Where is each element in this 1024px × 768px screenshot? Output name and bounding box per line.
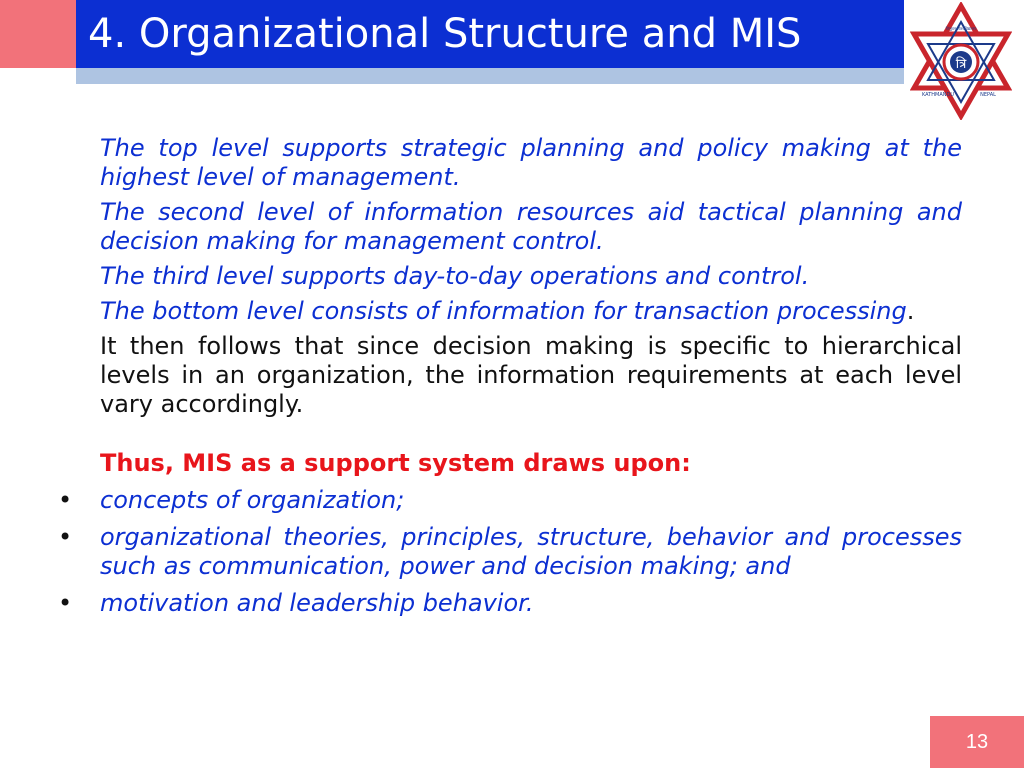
list-item-text: motivation and leadership behavior.	[100, 589, 534, 617]
bullet-icon: •	[58, 486, 73, 514]
list-item-text: concepts of organization;	[100, 486, 405, 514]
logo-center-glyph: त्रि	[955, 57, 967, 72]
bullet-list	[58, 486, 962, 618]
paragraph-bottom-level	[100, 297, 962, 326]
list-item	[58, 523, 962, 581]
paragraph-third-level: The third level supports day-to-day operations and control.	[100, 262, 810, 290]
slide-title: 4. Organizational Structure and MIS	[88, 11, 802, 57]
section-heading: Thus, MIS as a support system draws upon:	[100, 449, 691, 477]
logo-top-text: त्रिभुवन विश्वविद्यालय	[945, 26, 977, 31]
slide-body	[58, 134, 962, 626]
logo-text-nepal: NEPAL	[980, 92, 996, 98]
paragraph-top-level: The top level supports strategic planning and policy making at the highest level of management.	[100, 134, 962, 191]
title-underbar	[76, 68, 904, 84]
bullet-icon: •	[58, 589, 73, 617]
university-logo-icon	[910, 2, 1012, 120]
bullet-icon: •	[58, 523, 73, 551]
paragraph-second-level: The second level of information resources aid tactical planning and decision making for management control.	[100, 198, 962, 255]
list-item-text: organizational theories, principles, structure, behavior and processes such as communication, power and decision making; and	[100, 523, 962, 580]
list-item	[58, 486, 962, 515]
page-number-box	[930, 716, 1024, 768]
paragraph-conclusion: It then follows that since decision making is specific to hierarchical levels in an organization, the information requirements at each level vary accordingly.	[100, 332, 962, 418]
header-accent-block	[0, 0, 76, 68]
page-number: 13	[965, 731, 989, 753]
logo-text-kathmandu: KATHMANDU	[921, 92, 955, 98]
paragraph-bottom-level-text: The bottom level consists of information for transaction processing	[100, 297, 907, 325]
paragraph-bottom-level-period: .	[906, 297, 915, 325]
list-item	[58, 589, 962, 618]
